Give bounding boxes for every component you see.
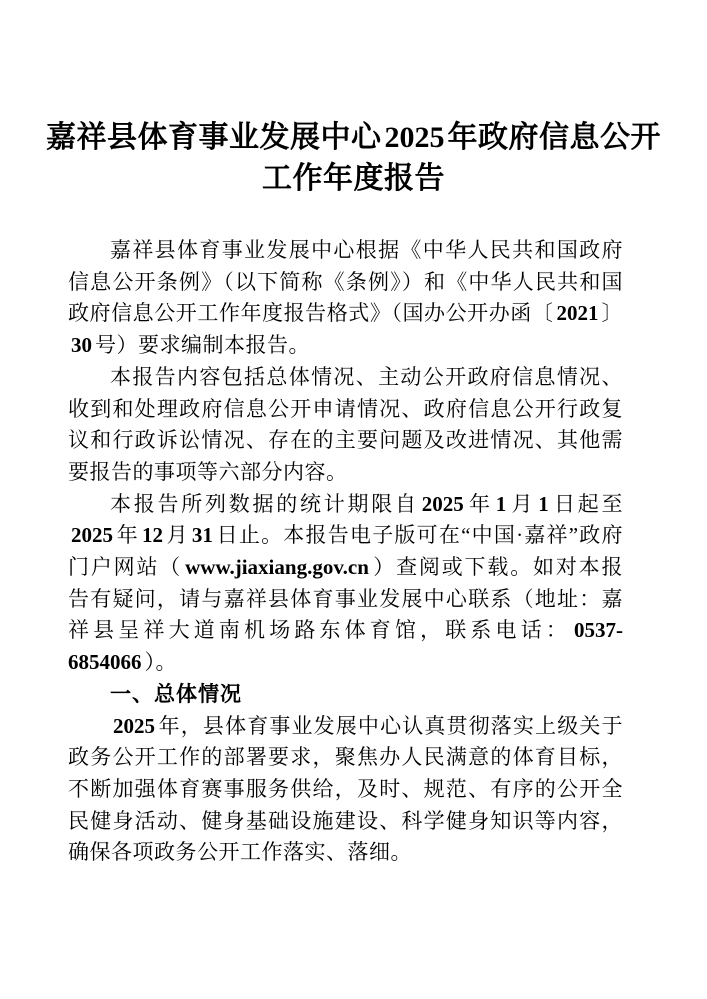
paragraph-compilation-basis: 嘉祥县体育事业发展中心根据《中华人民共和国政府信息公开条例》（以下简称《条例》）和《中华人民共和国政府信息公开工作年度报告格式》（国办公开办函〔 2021 〕30 号）要求编制本报告。 <box>68 238 623 358</box>
paragraph-overall-situation: 2025 年，县体育事业发展中心认真贯彻落实上级关于政务公开工作的部署要求，聚焦办人民满意的体育目标，不断加强体育赛事服务供给，及时、规范、有序的公开全民健身活动、健身基础设施建设、科学健身知识等内容，确保各项政务公开工作落实、落细。 <box>68 713 623 865</box>
paragraph-period-and-contact: 本报告所列数据的统计期限自 2025 年 1 月 1 日起至2025 年 12 月 31 日止。本报告电子版可在“中国·嘉祥”政府门户网站（ www.jiaxiang.gov.cn ）查阅或下载。如对本报告有疑问，请与嘉祥县体育事业发展中心联系（地址：嘉祥县呈祥大道南机场路东体育馆，联系电话： 0537-6854066 ）。 <box>68 491 624 675</box>
title-line-1: 嘉祥县体育事业发展中心 2025 年政府信息公开 <box>46 121 661 154</box>
document-body <box>68 235 623 869</box>
title-line-2: 工作年度报告 <box>262 162 445 195</box>
paragraph-report-contents: 本报告内容包括总体情况、主动公开政府信息情况、收到和处理政府信息公开申请情况、政府信息公开行政复议和行政诉讼情况、存在的主要问题及改进情况、其他需要报告的事项等六部分内容。 <box>68 364 623 484</box>
document-title <box>40 117 667 199</box>
section-heading-overall-situation: 一、总体情况 <box>110 682 242 706</box>
